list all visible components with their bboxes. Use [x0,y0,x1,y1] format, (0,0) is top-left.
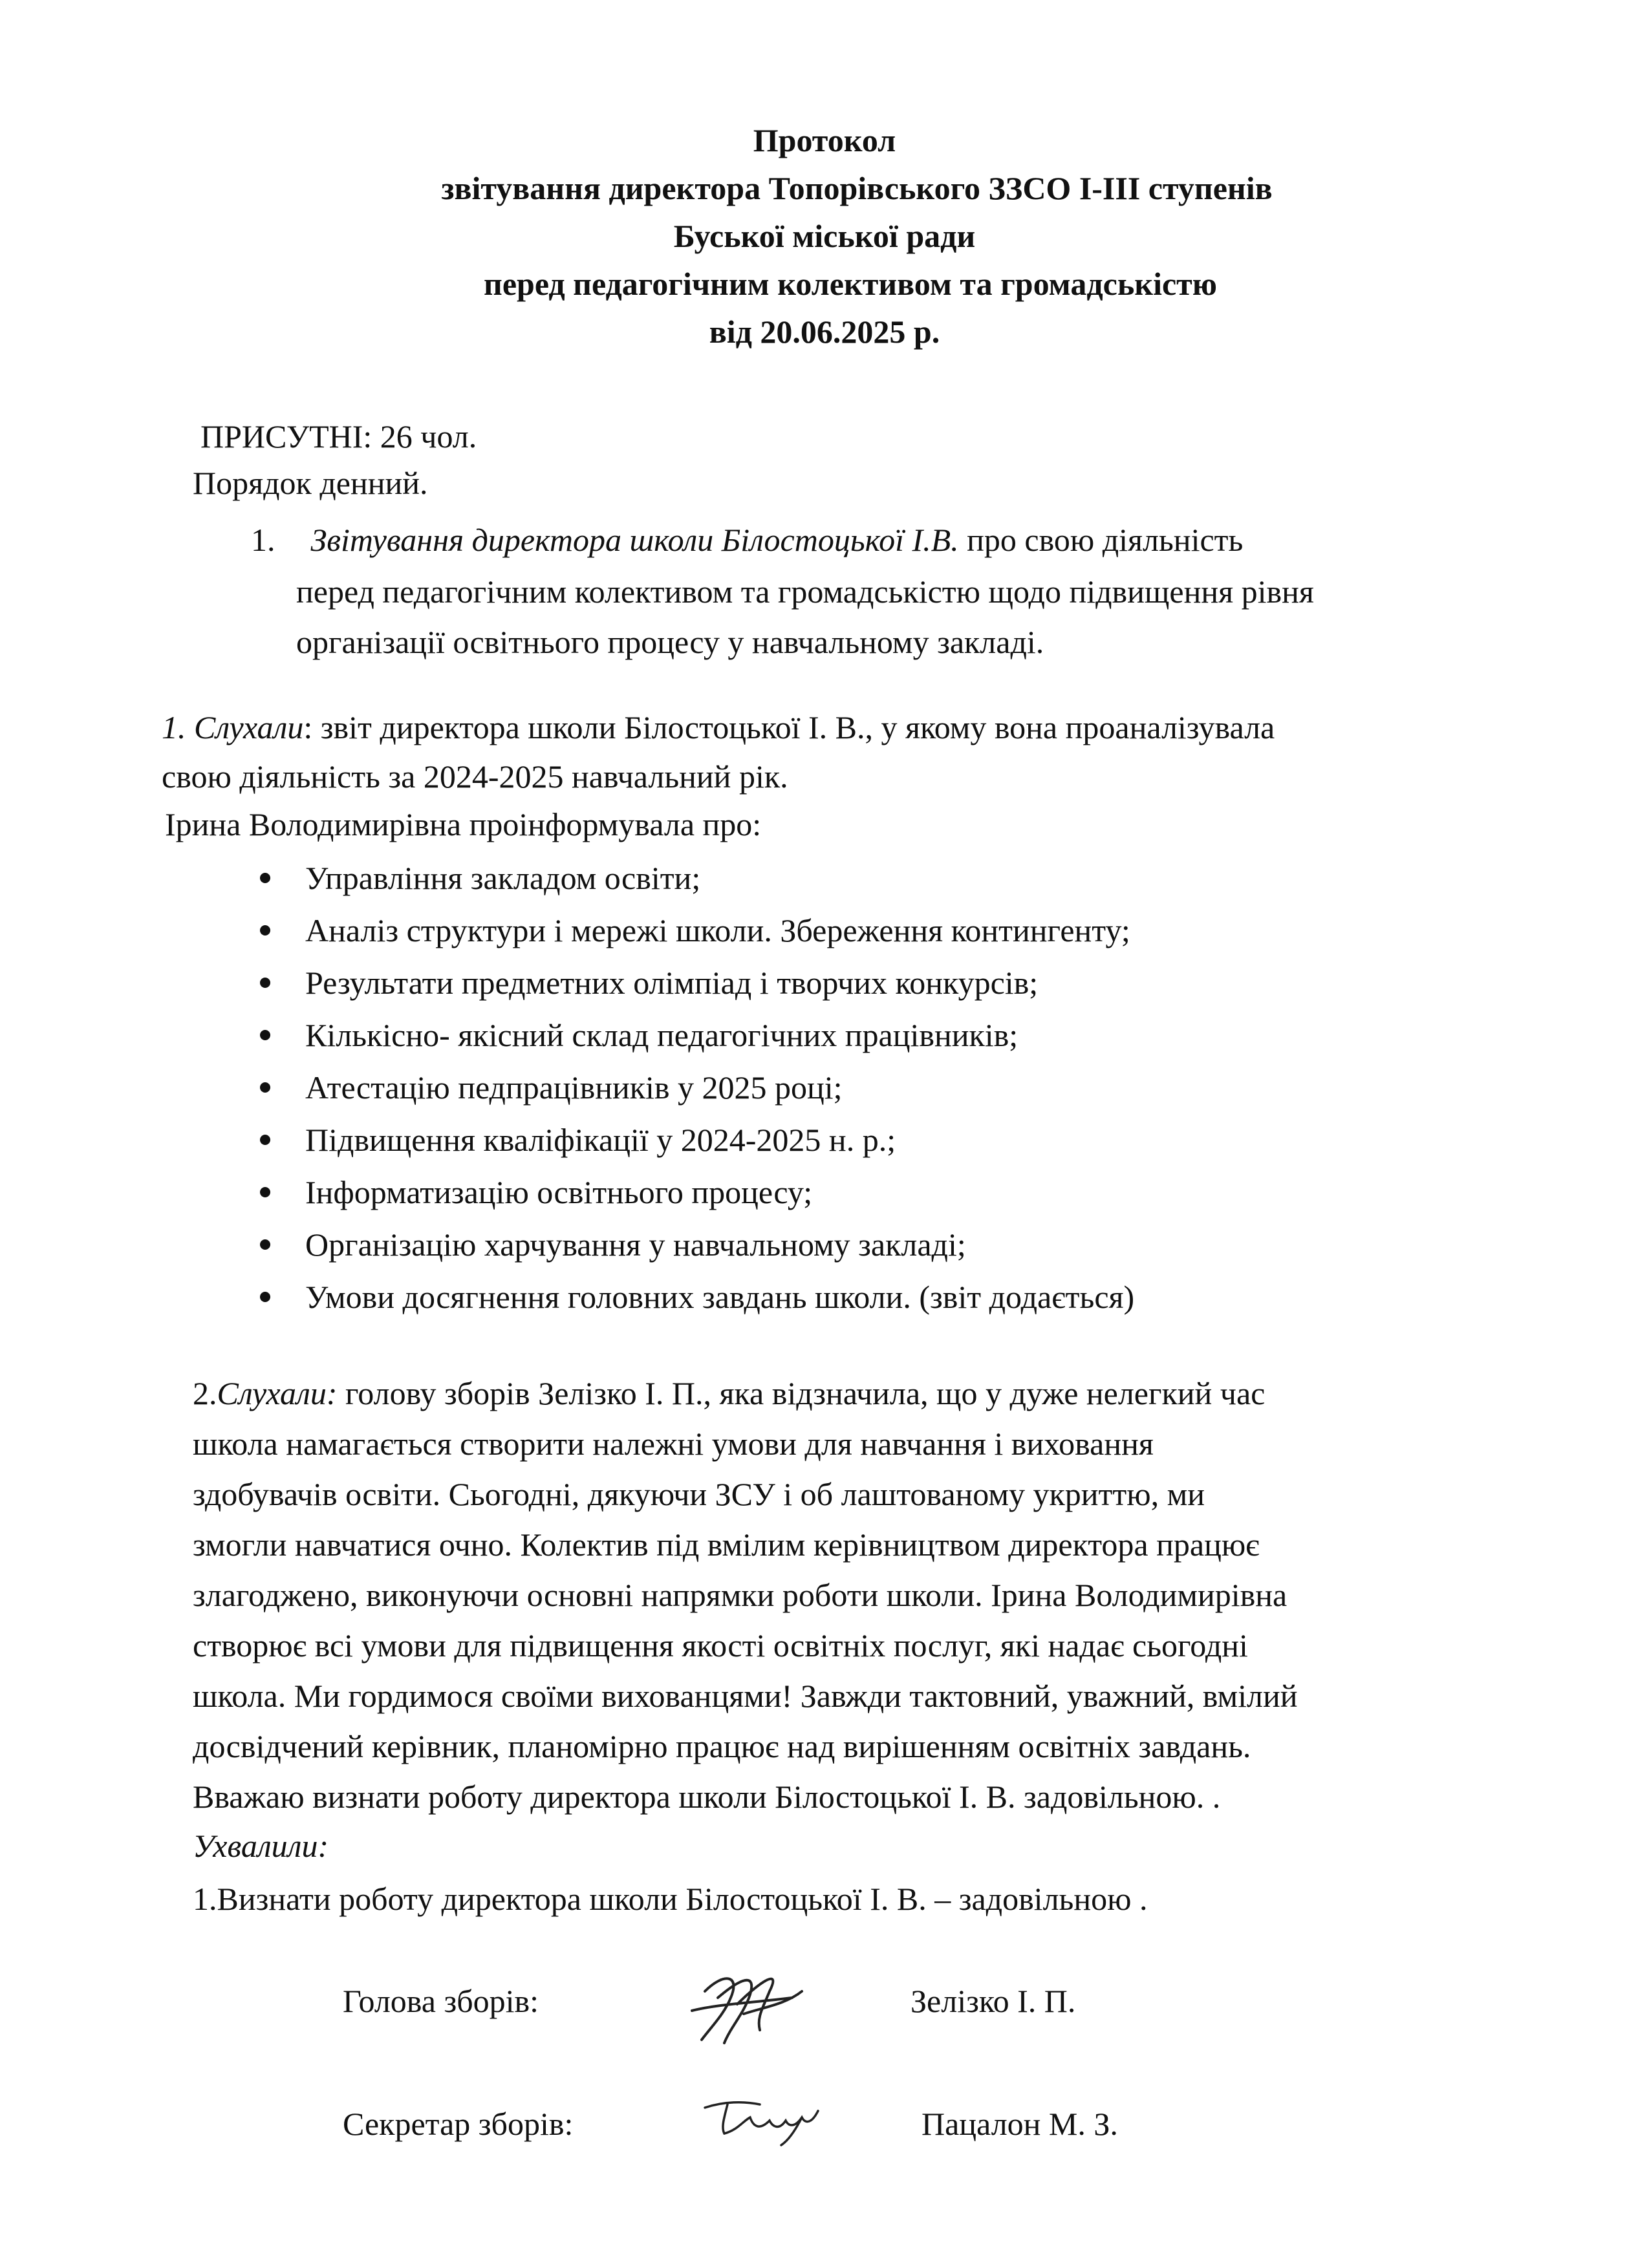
title-line-2: звітування директора Топорівського ЗЗСО І-ІІІ ступенів [441,170,1273,206]
resolution-text: 1.Визнати роботу директора школи Білостоцької І. В. – задовільною . [193,1881,1148,1917]
secretary-name: Пацалон М. З. [921,2106,1118,2142]
list-item: Інформатизацію освітнього процесу; [252,1166,1134,1219]
list-item: Атестацію педпрацівників у 2025 році; [252,1062,1134,1114]
agenda-item-rest: про свою діяльність [958,522,1244,558]
bullet-icon [260,1135,270,1145]
agenda-title: Порядок денний. [193,465,428,501]
bullet-icon [260,1187,270,1197]
bullet-icon [260,1292,270,1302]
section-1-line-3: Ірина Володимирівна проінформувала про: [165,806,762,842]
chair-signature [679,1952,808,2049]
chair-role: Голова зборів: [343,1983,539,2019]
section-1-label: 1. Слухали [162,709,304,745]
section-2-line-5: злагоджено, виконуючи основні напрямки роботи школи. Ірина Володимирівна [193,1577,1288,1613]
section-2-label: Слухали: [217,1375,338,1411]
list-item: Підвищення кваліфікації у 2024-2025 н. р.; [252,1114,1134,1166]
document-title [0,116,1649,356]
report-topics-list [252,852,1134,1323]
present-count: ПРИСУТНІ: 26 чол. [200,418,477,455]
bullet-icon [260,925,270,936]
title-line-3: Буської міської ради [673,218,976,254]
section-1-heading [162,705,1275,750]
section-2-heading [193,1371,1265,1416]
bullet-icon [260,978,270,988]
title-date: від 20.06.2025 р. [709,314,940,350]
title-line-1: Протокол [753,122,896,158]
list-item: Умови досягнення головних завдань школи. (звіт додається) [252,1271,1134,1323]
section-2-line-3: здобувачів освіти. Сьогодні, дякуючи ЗСУ і об лаштованому укриттю, ми [193,1476,1205,1512]
section-1-line-2: свою діяльність за 2024-2025 навчальний рік. [162,758,788,795]
agenda-item-number: 1. [251,522,275,558]
list-item: Аналіз структури і мережі школи. Збереження контингенту; [252,904,1134,957]
list-item: Результати предметних олімпіад і творчих конкурсів; [252,957,1134,1009]
section-2-line-4: змогли навчатися очно. Колектив під вмілим керівництвом директора працює [193,1526,1260,1563]
section-1-line-1: : звіт директора школи Білостоцької І. В., у якому вона проаналізувала [303,709,1275,745]
bullet-icon [260,1239,270,1250]
agenda-item-line-2: перед педагогічним колективом та громадськістю щодо підвищення рівня [296,573,1314,610]
bullet-icon [260,873,270,883]
secretary-signature [698,2088,828,2146]
chair-name: Зелізко І. П. [911,1983,1076,2019]
title-line-4: перед педагогічним колективом та громадськістю [484,266,1217,302]
list-item: Організацію харчування у навчальному закладі; [252,1219,1134,1271]
bullet-icon [260,1082,270,1093]
section-2-line-6: створює всі умови для підвищення якості освітніх послуг, які надає сьогодні [193,1627,1248,1664]
section-2-line-7: школа. Ми гордимося своїми вихованцями! Завжди тактовний, уважний, вмілий [193,1678,1298,1714]
agenda-item-line-3: організації освітнього процесу у навчальному закладі. [296,624,1044,660]
secretary-role: Секретар зборів: [343,2106,574,2142]
list-item: Кількісно- якісний склад педагогічних працівників; [252,1009,1134,1062]
section-2-line-8: досвідчений керівник, планомірно працює над вирішенням освітніх завдань. [193,1728,1251,1764]
section-2-line-2: школа намагається створити належні умови для навчання і виховання [193,1426,1154,1462]
resolved-label: Ухвалили: [193,1828,329,1864]
list-item: Управління закладом освіти; [252,852,1134,904]
section-2-line-9: Вважаю визнати роботу директора школи Білостоцької І. В. задовільною. . [193,1779,1221,1815]
section-2-number: 2. [193,1375,217,1411]
agenda-item-italic: Звітування директора школи Білостоцької І.В. [310,522,959,558]
agenda-item-1 [251,517,1243,562]
section-2-line-1: голову зборів Зелізко І. П., яка відзначила, що у дуже нелегкий час [337,1375,1266,1411]
bullet-icon [260,1030,270,1040]
